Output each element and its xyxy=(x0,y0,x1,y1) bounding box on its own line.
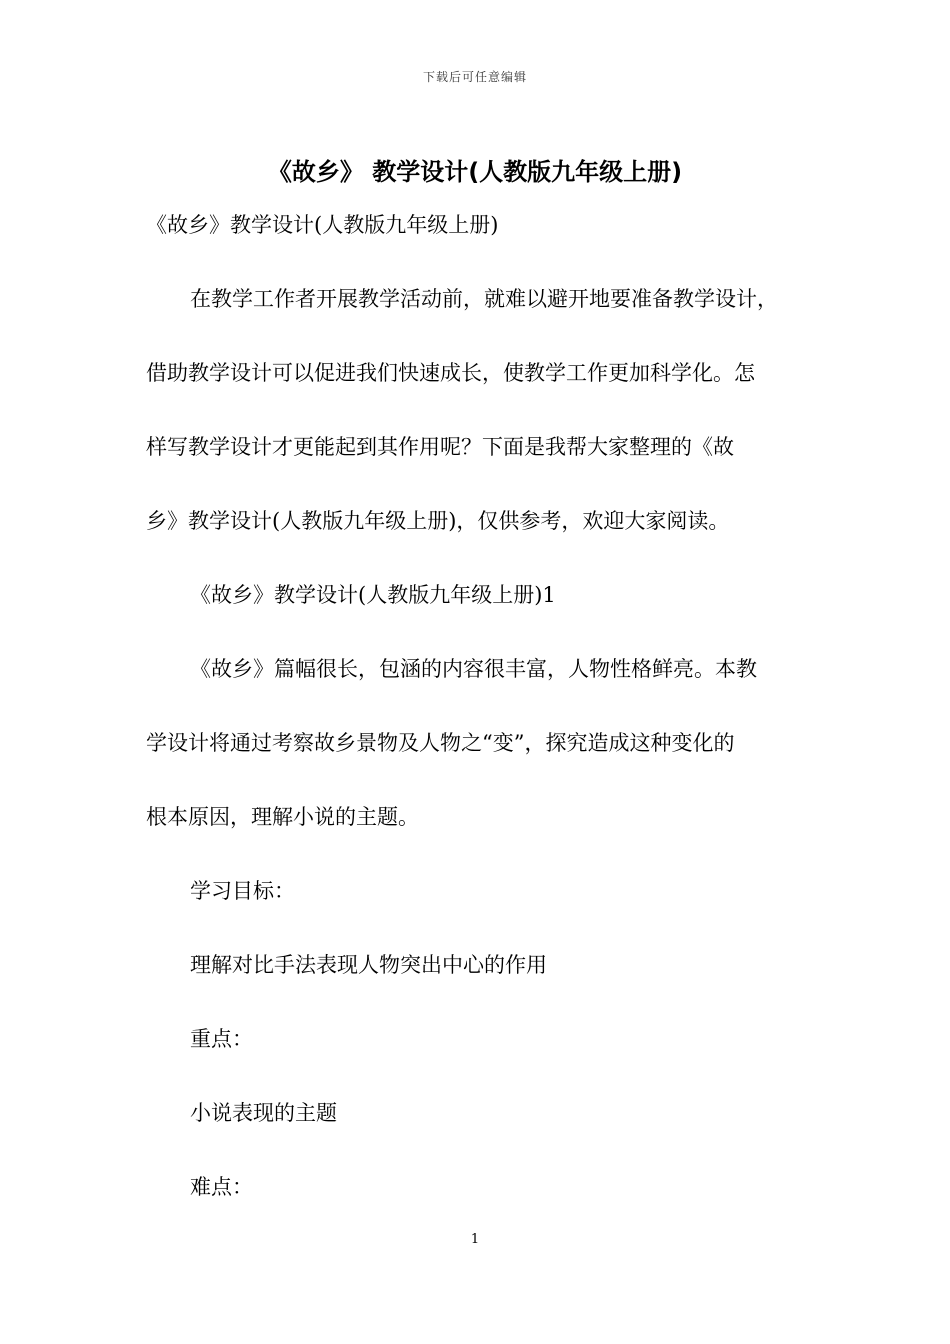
intro-line-1: 在教学工作者开展教学活动前，就难以避开地要准备教学设计， xyxy=(190,287,778,311)
difficulty-label: 难点： xyxy=(190,1175,253,1199)
page-number: 1 xyxy=(470,1232,480,1247)
document-title: 《故乡》 教学设计(人教版九年级上册) xyxy=(267,158,683,186)
header-note: 下载后可任意编辑 xyxy=(422,70,527,84)
goals-label: 学习目标： xyxy=(190,879,295,903)
section-heading: 《故乡》教学设计(人教版九年级上册)1 xyxy=(190,583,556,607)
body-line-2: 学设计将通过考察故乡景物及人物之“变”，探究造成这种变化的 xyxy=(146,731,735,755)
intro-line-2: 借助教学设计可以促进我们快速成长，使教学工作更加科学化。怎 xyxy=(146,361,755,385)
key-text: 小说表现的主题 xyxy=(190,1101,337,1125)
intro-line-3: 样写教学设计才更能起到其作用呢？下面是我帮大家整理的《故 xyxy=(146,435,734,459)
goals-text: 理解对比手法表现人物突出中心的作用 xyxy=(190,953,547,977)
intro-line-4: 乡》教学设计(人教版九年级上册)，仅供参考，欢迎大家阅读。 xyxy=(146,509,730,533)
key-label: 重点： xyxy=(190,1027,253,1051)
body-line-3: 根本原因，理解小说的主题。 xyxy=(146,805,419,829)
document-subtitle: 《故乡》教学设计(人教版九年级上册) xyxy=(146,213,499,237)
body-line-1: 《故乡》篇幅很长，包涵的内容很丰富，人物性格鲜亮。本教 xyxy=(190,657,757,681)
